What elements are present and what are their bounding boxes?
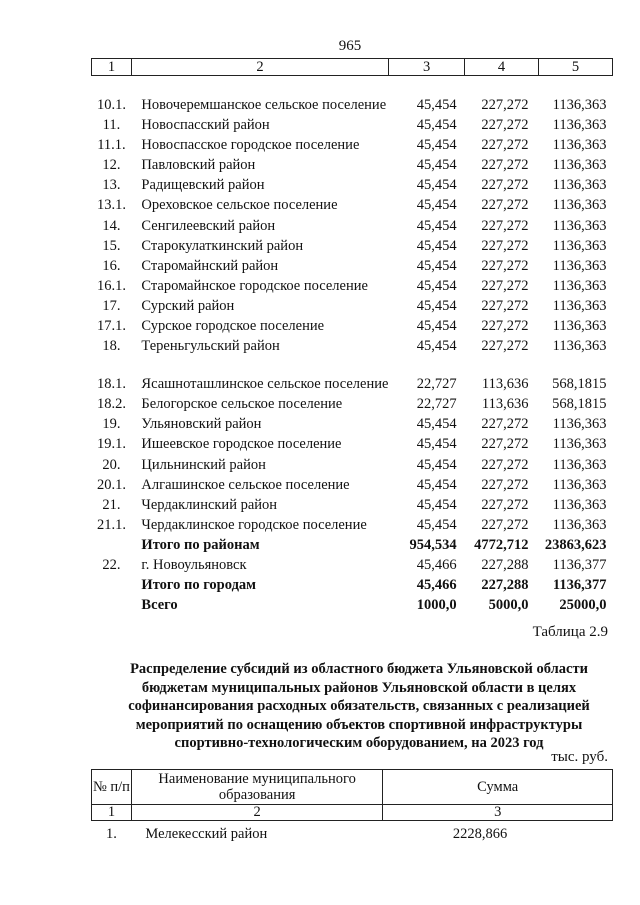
table-row xyxy=(92,393,613,413)
row-number: 17.1. xyxy=(96,318,126,335)
row-number: 21. xyxy=(102,496,121,513)
column-header-3: 3 xyxy=(389,59,465,76)
row-value-col4: 227,272 xyxy=(481,257,529,274)
row-value-col5: 1136,377 xyxy=(552,556,607,573)
row-value-col3: 45,454 xyxy=(416,436,457,453)
row-value-col3: 22,727 xyxy=(416,396,457,413)
row-value-col4: 4772,712 xyxy=(474,536,529,553)
row-value-col3: 45,454 xyxy=(416,496,457,513)
row-number: 20.1. xyxy=(96,476,126,493)
table-row xyxy=(92,174,613,194)
allocation-table-continued xyxy=(91,58,613,614)
row-value-col4: 227,272 xyxy=(481,436,529,453)
row-value-col3: 45,454 xyxy=(416,157,457,174)
row-value-col5: 1136,363 xyxy=(552,277,607,294)
table-row xyxy=(92,255,613,275)
row-value-col3: 45,454 xyxy=(416,177,457,194)
row-number: 18. xyxy=(102,338,121,355)
table-header-row xyxy=(92,59,613,76)
table-row xyxy=(92,554,613,574)
row-name: Ясашноташлинское сельское поселение xyxy=(141,376,389,393)
row-value-col4: 227,272 xyxy=(481,456,529,473)
column-header-2: 2 xyxy=(131,59,388,76)
row-value-col3: 45,454 xyxy=(416,237,457,254)
table-title: Распределение субсидий из областного бюджета Ульяновской области бюджетам муниципальных районов Ульяновской области в целях софинансирования расходных обязательств, связанных с реализацией мероприятий по оснащению объектов спортивной инфраструктуры спортивно-технологическим оборудованием, на 2023 год xyxy=(128,661,590,752)
row-value-col5: 1136,363 xyxy=(552,237,607,254)
row-value-col4: 227,272 xyxy=(481,137,529,154)
row-value-col4: 227,272 xyxy=(481,297,529,314)
row-value-col3: 45,454 xyxy=(416,456,457,473)
row-value-col3: 45,454 xyxy=(416,476,457,493)
column-index-1: 1 xyxy=(92,805,132,821)
table-row xyxy=(92,295,613,315)
row-number: 22. xyxy=(102,556,121,573)
row-value-col3: 45,454 xyxy=(416,257,457,274)
table-row xyxy=(92,574,613,594)
table-row xyxy=(92,821,613,844)
row-value-col5: 1136,363 xyxy=(552,516,607,533)
row-name: Новочеремшанское сельское поселение xyxy=(141,97,387,113)
row-value-col3: 45,454 xyxy=(416,277,457,294)
row-value-col4: 227,288 xyxy=(481,556,529,573)
table-row xyxy=(92,433,613,453)
row-value-col5: 1136,363 xyxy=(552,456,607,473)
row-value-col4: 227,272 xyxy=(481,476,529,493)
row-name: Старомайнский район xyxy=(141,257,279,274)
row-name: Чердаклинское городское поселение xyxy=(141,516,367,533)
table-row xyxy=(92,114,613,134)
row-value-col5: 1136,363 xyxy=(552,496,607,513)
row-number: 21.1. xyxy=(96,516,126,533)
row-name: Старокулаткинский район xyxy=(141,237,304,254)
row-name: Цильнинский район xyxy=(141,456,266,473)
table-row xyxy=(92,315,613,335)
row-number: 11.1. xyxy=(97,137,126,154)
row-value-col5: 1136,363 xyxy=(552,416,607,433)
row-name: Радищевский район xyxy=(141,177,265,194)
row-number: 18.1. xyxy=(96,376,126,393)
row-value-col4: 5000,0 xyxy=(488,597,529,614)
row-name: Итого по городам xyxy=(141,577,257,594)
row-name: Тереньгульский район xyxy=(141,338,280,355)
row-number xyxy=(92,574,132,594)
row-value-col4: 227,272 xyxy=(481,318,529,335)
table-label: Таблица 2.9 xyxy=(532,624,608,640)
row-name: Новоспасский район xyxy=(141,117,270,134)
table-row xyxy=(92,453,613,473)
column-header-5: 5 xyxy=(539,59,613,76)
row-value-col3: 45,454 xyxy=(416,416,457,433)
row-name: Павловский район xyxy=(141,157,256,174)
row-value-col3: 45,466 xyxy=(416,556,457,573)
row-name: Мелекесский район xyxy=(145,826,268,842)
page-number: 965 xyxy=(338,38,362,54)
row-name: г. Новоульяновск xyxy=(141,556,247,573)
column-header-name: Наименование муниципального образования xyxy=(131,770,382,805)
row-value-col4: 227,272 xyxy=(481,117,529,134)
row-value-col5: 1136,363 xyxy=(552,97,607,113)
table-header-row xyxy=(92,770,613,805)
column-index-2: 2 xyxy=(131,805,382,821)
row-value-col5: 1136,363 xyxy=(552,137,607,154)
table-row xyxy=(92,275,613,295)
row-name: Чердаклинский район xyxy=(141,496,278,513)
column-header-1: 1 xyxy=(92,59,132,76)
row-value-col3: 45,454 xyxy=(416,137,457,154)
table-row xyxy=(92,76,613,115)
row-value-col4: 227,272 xyxy=(481,177,529,194)
row-value-col3: 45,466 xyxy=(416,577,457,594)
row-name: Сурское городское поселение xyxy=(141,318,325,335)
row-name: Всего xyxy=(141,597,178,614)
row-value-col5: 1136,363 xyxy=(552,257,607,274)
column-header-sum: Сумма xyxy=(383,770,613,805)
row-value-col4: 113,636 xyxy=(481,376,529,393)
row-value-col5: 1136,363 xyxy=(552,297,607,314)
row-name: Ишеевское городское поселение xyxy=(141,436,342,453)
row-value-col3: 45,454 xyxy=(416,97,457,113)
table-row xyxy=(92,474,613,494)
row-value-col3: 45,454 xyxy=(416,338,457,355)
row-value-col5: 1136,363 xyxy=(552,157,607,174)
row-value-col5: 1136,363 xyxy=(552,338,607,355)
row-number xyxy=(92,534,132,554)
row-value-col3: 45,454 xyxy=(416,217,457,234)
row-number: 18.2. xyxy=(96,396,126,413)
row-number: 10.1. xyxy=(96,97,126,113)
row-value-col4: 227,272 xyxy=(481,97,529,113)
row-value-col5: 1136,363 xyxy=(552,197,607,214)
row-number: 1. xyxy=(106,826,117,842)
row-value-col3: 45,454 xyxy=(416,516,457,533)
row-number: 17. xyxy=(102,297,121,314)
row-value-col3: 45,454 xyxy=(416,197,457,214)
table-row xyxy=(92,355,613,393)
table-row xyxy=(92,335,613,355)
row-number: 19. xyxy=(102,416,121,433)
table-row xyxy=(92,413,613,433)
table-row xyxy=(92,235,613,255)
row-name: Сурский район xyxy=(141,297,235,314)
row-number: 12. xyxy=(102,157,121,174)
row-value-col3: 22,727 xyxy=(416,376,457,393)
column-index-row xyxy=(92,805,613,821)
row-value-col4: 227,272 xyxy=(481,516,529,533)
row-value-col4: 113,636 xyxy=(481,396,529,413)
allocation-table-2023 xyxy=(91,769,613,843)
row-value-col5: 1136,363 xyxy=(552,476,607,493)
row-value-col3: 45,454 xyxy=(416,318,457,335)
row-value-col5: 1136,363 xyxy=(552,318,607,335)
row-value-col5: 1136,363 xyxy=(552,217,607,234)
column-header-4: 4 xyxy=(465,59,539,76)
row-value-col5: 23863,623 xyxy=(544,536,607,553)
row-value-col5: 1136,363 xyxy=(552,436,607,453)
row-value-col5: 1136,377 xyxy=(552,577,607,594)
row-number: 20. xyxy=(102,456,121,473)
table-row xyxy=(92,594,613,614)
row-name: Ореховское сельское поселение xyxy=(141,197,338,214)
row-sum: 2228,866 xyxy=(452,826,508,842)
table-row xyxy=(92,134,613,154)
row-value-col3: 954,534 xyxy=(409,536,457,553)
row-value-col5: 25000,0 xyxy=(559,597,607,614)
row-name: Итого по районам xyxy=(141,536,260,553)
row-value-col4: 227,272 xyxy=(481,217,529,234)
table-row xyxy=(92,494,613,514)
row-value-col4: 227,272 xyxy=(481,237,529,254)
row-name: Сенгилеевский район xyxy=(141,217,276,234)
row-number: 13.1. xyxy=(96,197,126,214)
row-value-col5: 568,1815 xyxy=(552,376,607,393)
row-name: Старомайнское городское поселение xyxy=(141,277,368,294)
row-number: 13. xyxy=(102,177,121,194)
column-index-3: 3 xyxy=(383,805,613,821)
table-row xyxy=(92,154,613,174)
column-header-num: № п/п xyxy=(92,770,132,805)
row-number: 11. xyxy=(102,117,121,134)
row-number: 16. xyxy=(102,257,121,274)
row-value-col5: 568,1815 xyxy=(552,396,607,413)
row-value-col4: 227,288 xyxy=(481,577,529,594)
row-value-col5: 1136,363 xyxy=(552,177,607,194)
row-number: 19.1. xyxy=(96,436,126,453)
row-value-col3: 45,454 xyxy=(416,297,457,314)
row-value-col4: 227,272 xyxy=(481,496,529,513)
row-value-col4: 227,272 xyxy=(481,157,529,174)
row-value-col4: 227,272 xyxy=(481,416,529,433)
row-value-col4: 227,272 xyxy=(481,197,529,214)
row-number: 15. xyxy=(102,237,121,254)
row-name: Новоспасское городское поселение xyxy=(141,137,360,154)
row-value-col4: 227,272 xyxy=(481,277,529,294)
row-value-col5: 1136,363 xyxy=(552,117,607,134)
row-name: Алгашинское сельское поселение xyxy=(141,476,350,493)
row-value-col3: 45,454 xyxy=(416,117,457,134)
row-number: 16.1. xyxy=(96,277,126,294)
table-row xyxy=(92,214,613,234)
table-row xyxy=(92,194,613,214)
row-value-col3: 1000,0 xyxy=(416,597,457,614)
table-row xyxy=(92,514,613,534)
row-name: Белогорское сельское поселение xyxy=(141,396,343,413)
table-row xyxy=(92,534,613,554)
row-value-col4: 227,272 xyxy=(481,338,529,355)
unit-label: тыс. руб. xyxy=(551,749,608,765)
row-number xyxy=(92,594,132,614)
row-number: 14. xyxy=(102,217,121,234)
row-name: Ульяновский район xyxy=(141,416,262,433)
